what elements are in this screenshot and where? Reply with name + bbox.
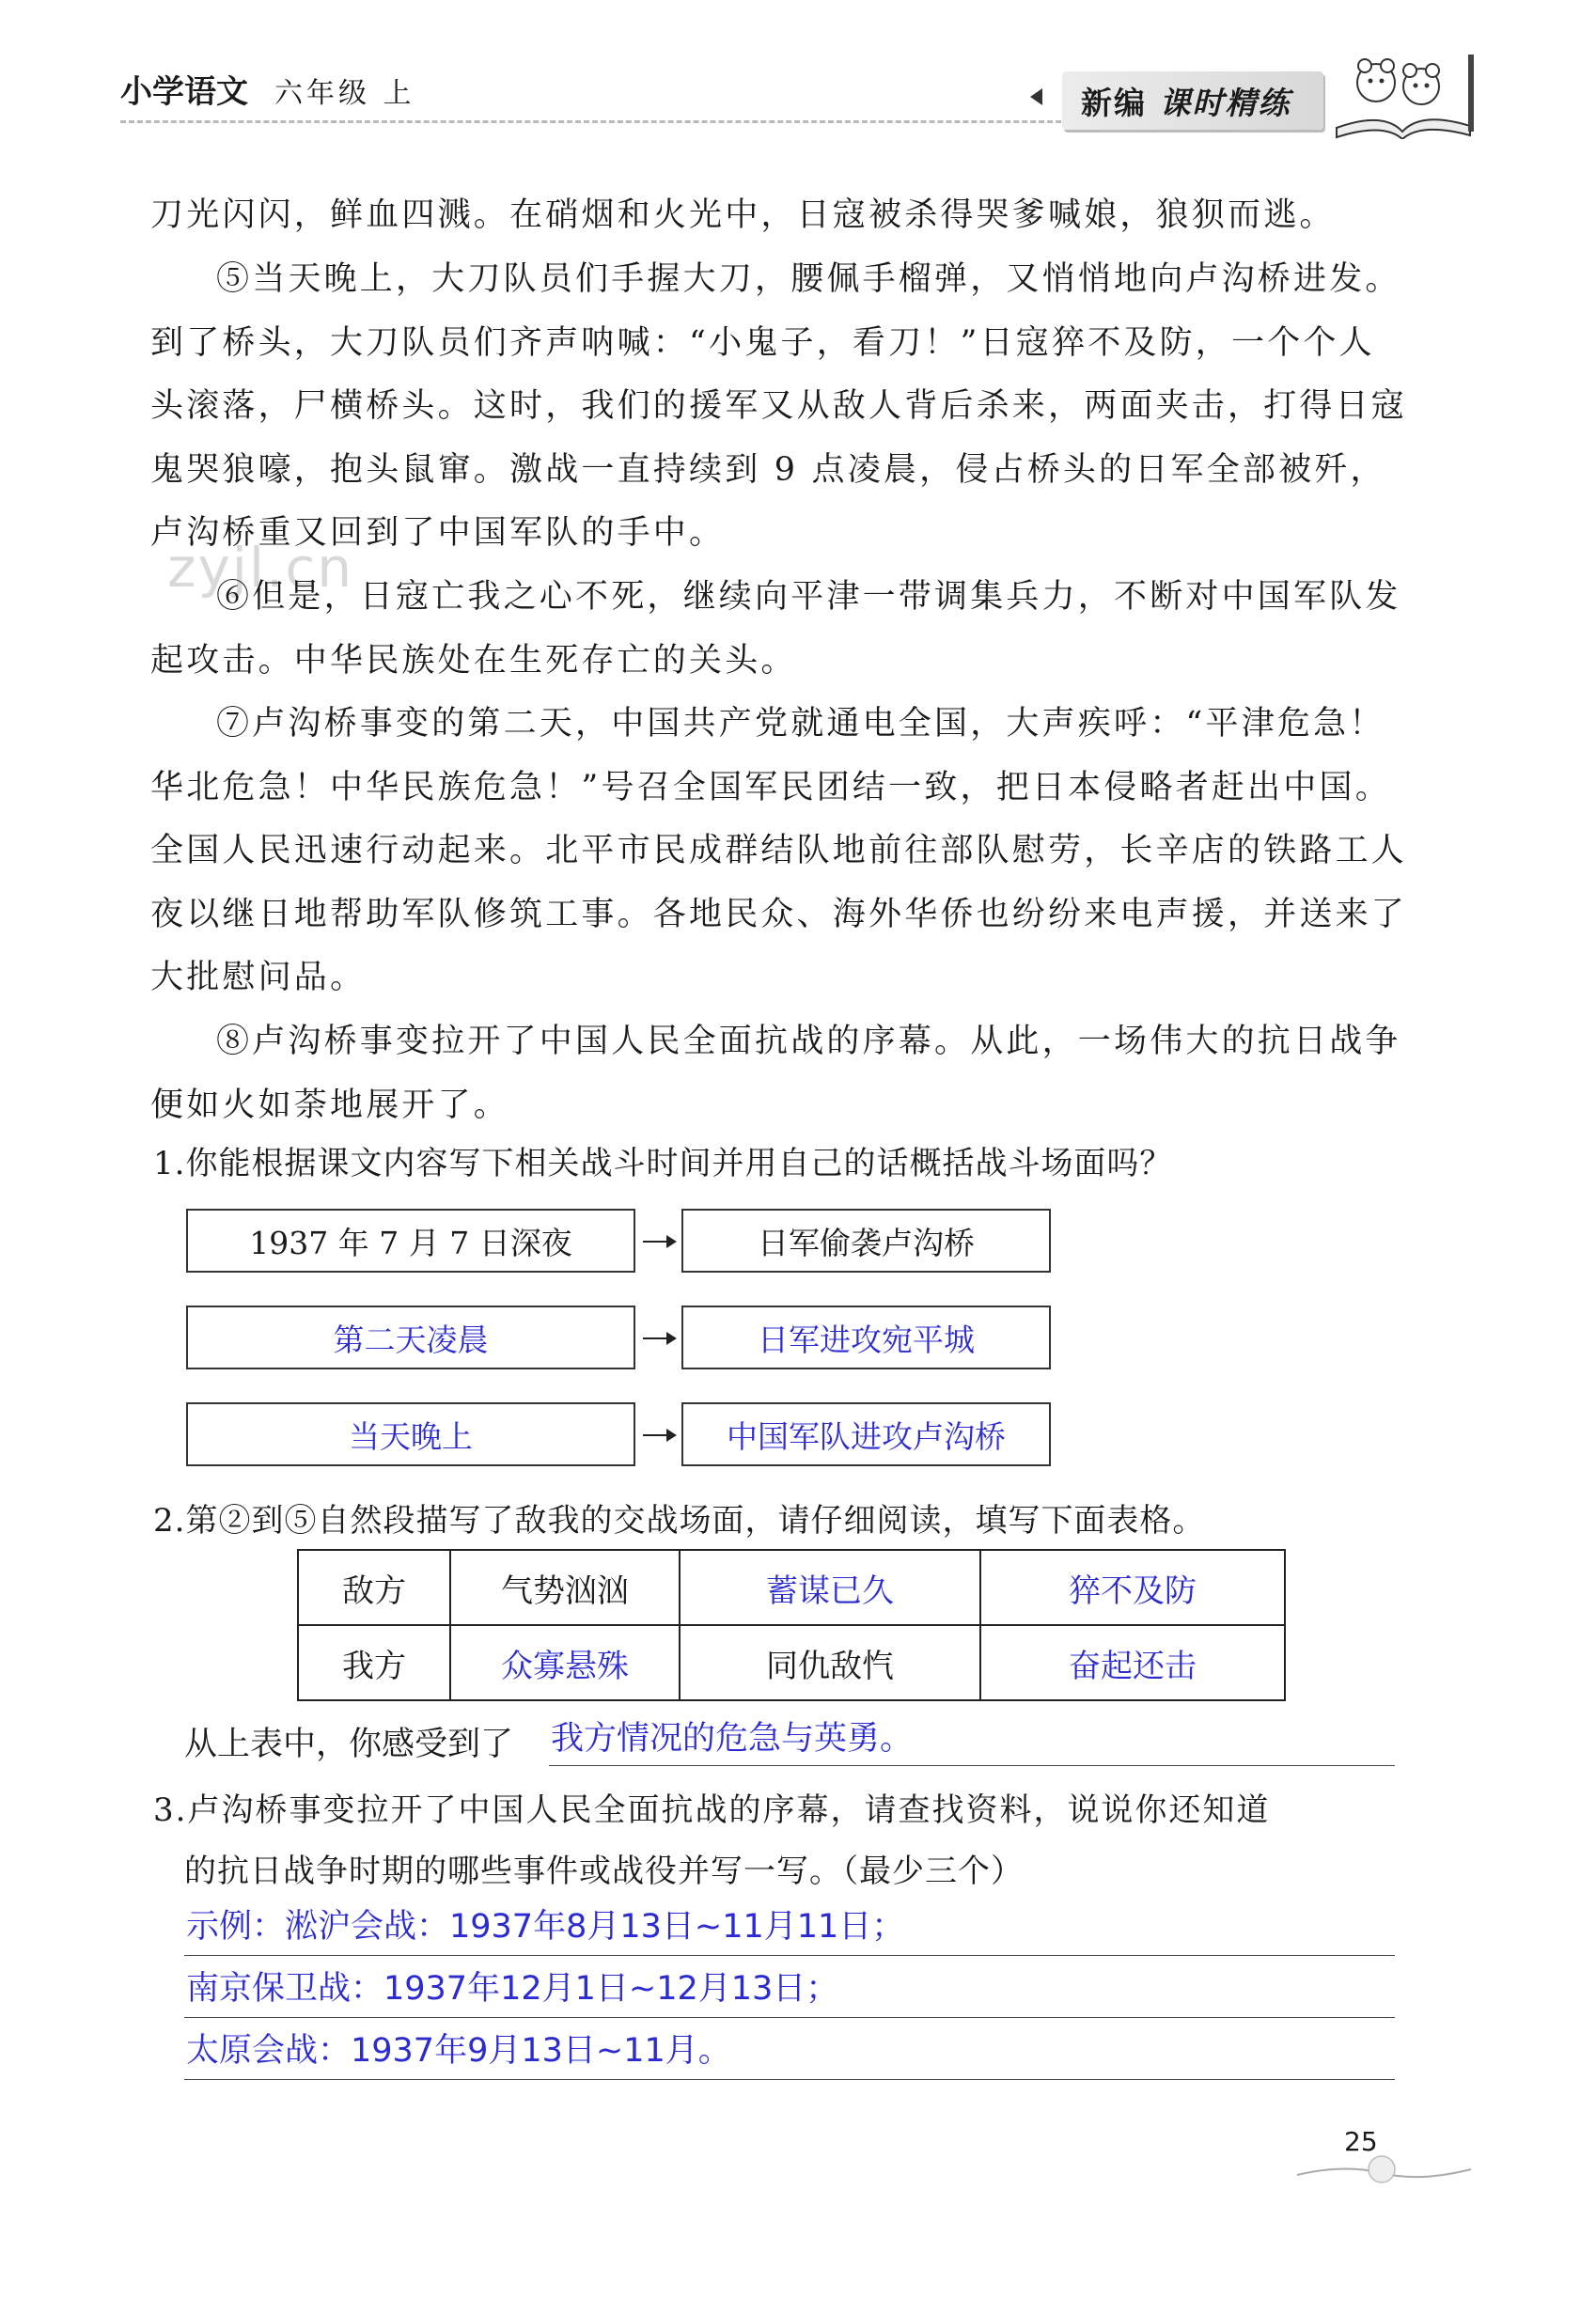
table-cell: 众寡悬殊 bbox=[450, 1625, 680, 1700]
arrow-icon bbox=[643, 1337, 675, 1339]
time-box-2: 第二天凌晨 bbox=[186, 1306, 635, 1369]
table-cell: 同仇敌忾 bbox=[680, 1625, 980, 1700]
answer-underline bbox=[549, 1765, 1395, 1766]
subject-label: 小学语文 bbox=[120, 73, 248, 111]
question-1: 1.你能根据课文内容写下相关战斗时间并用自己的话概括战斗场面吗？ bbox=[153, 1145, 1173, 1182]
feeling-answer: 我方情况的危急与英勇。 bbox=[551, 1720, 914, 1758]
header-title bbox=[120, 66, 415, 112]
table-cell: 气势汹汹 bbox=[450, 1550, 680, 1625]
table-cell: 我方 bbox=[298, 1625, 450, 1700]
decorative-swirl-icon bbox=[1288, 2135, 1476, 2192]
answer-1: 示例：淞沪会战：1937年8月13日~11月11日； bbox=[186, 1908, 905, 1946]
question-3-line1: 3.卢沟桥事变拉开了中国人民全面抗战的序幕，请查找资料，说说你还知道 bbox=[153, 1791, 1271, 1829]
series-name: 课时精练 bbox=[1159, 85, 1291, 121]
paragraph-6: ⑥但是，日寇亡我之心不死，继续向平津一带调集兵力，不断对中国军队发起攻击。中华民族处在生死存亡的关头。 bbox=[150, 578, 1401, 680]
answer-2: 南京保卫战：1937年12月1日~12月13日； bbox=[186, 1970, 839, 2008]
table-cell: 奋起还击 bbox=[980, 1625, 1285, 1700]
table-cell: 蓄谋已久 bbox=[680, 1550, 980, 1625]
arrow-icon bbox=[643, 1434, 675, 1436]
page-number: 25 bbox=[1344, 2126, 1378, 2157]
event-box-3: 中国军队进攻卢沟桥 bbox=[681, 1402, 1051, 1466]
paragraph-7: ⑦卢沟桥事变的第二天，中国共产党就通电全国，大声疾呼：“平津危急！华北危急！中华民族危急！”号召全国军民团结一致，把日本侵略者赶出中国。全国人民迅速行动起来。北平市民成群结队地前往部队慰劳，长辛店的铁路工人夜以继日地帮助军队修筑工事。各地民众、海外华侨也纷纷来电声援，并送来了大批慰问品。 bbox=[150, 705, 1408, 996]
event-box-1: 日军偷袭卢沟桥 bbox=[681, 1209, 1051, 1273]
table-cell: 猝不及防 bbox=[980, 1550, 1285, 1625]
paragraph-5: ⑤当天晚上，大刀队员们手握大刀，腰佩手榴弹，又悄悄地向卢沟桥进发。到了桥头，大刀队员们齐声呐喊：“小鬼子，看刀！”日寇猝不及防，一个个人头滚落，尸横桥头。这时，我们的援军又从敌人背后杀来，两面夹击，打得日寇鬼哭狼嚎，抱头鼠窜。激战一直持续到 9 点凌晨，侵占桥头的日军全部被歼，卢沟桥重又回到了中国军队的手中。 bbox=[150, 260, 1408, 552]
feeling-prompt: 从上表中，你感受到了 bbox=[184, 1726, 514, 1763]
table-row bbox=[298, 1550, 1285, 1625]
event-box-2: 日军进攻宛平城 bbox=[681, 1306, 1051, 1369]
answer-line-2 bbox=[184, 2017, 1395, 2018]
series-title bbox=[1081, 79, 1291, 123]
arrow-icon bbox=[643, 1241, 675, 1243]
answer-line-3 bbox=[184, 2079, 1395, 2080]
series-prefix: 新编 bbox=[1081, 85, 1147, 121]
triangle-icon bbox=[1030, 88, 1042, 105]
bears-book-icon bbox=[1327, 45, 1478, 139]
question-2: 2.第②到⑤自然段描写了敌我的交战场面，请仔细阅读，填写下面表格。 bbox=[153, 1502, 1206, 1540]
watermark: zyjl.cn bbox=[167, 536, 354, 600]
passage-line: 刀光闪闪，鲜血四溅。在硝烟和火光中，日寇被杀得哭爹喊娘，狼狈而逃。 bbox=[150, 196, 1336, 234]
answer-3: 太原会战：1937年9月13日~11月。 bbox=[186, 2032, 731, 2070]
question-3-line2: 的抗日战争时期的哪些事件或战役并写一写。（最少三个） bbox=[184, 1853, 1024, 1890]
paragraph-8: ⑧卢沟桥事变拉开了中国人民全面抗战的序幕。从此，一场伟大的抗日战争便如火如荼地展开了。 bbox=[150, 1023, 1401, 1124]
header-divider bbox=[120, 120, 1070, 123]
grade-label: 六年级 上 bbox=[274, 77, 415, 110]
table-row bbox=[298, 1625, 1285, 1700]
battle-table bbox=[297, 1549, 1286, 1701]
time-box-1: 1937 年 7 月 7 日深夜 bbox=[186, 1209, 635, 1273]
table-cell: 敌方 bbox=[298, 1550, 450, 1625]
answer-line-1 bbox=[184, 1955, 1395, 1956]
time-box-3: 当天晚上 bbox=[186, 1402, 635, 1466]
